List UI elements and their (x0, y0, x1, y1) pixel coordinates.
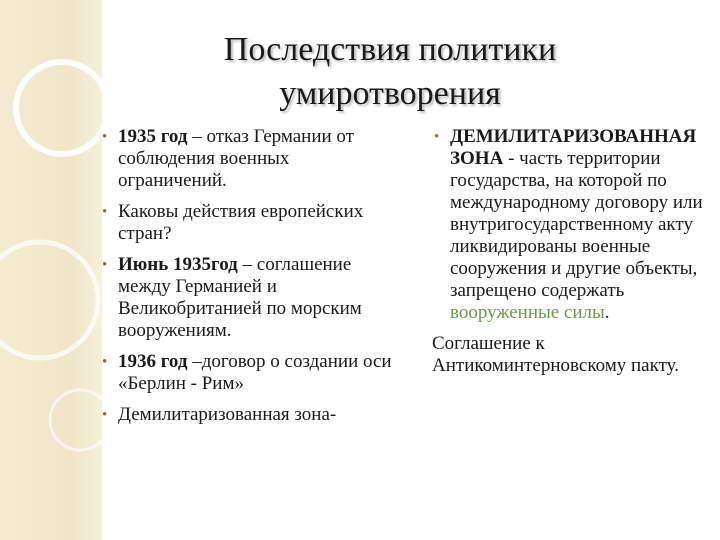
list-item (100, 404, 400, 426)
definition-item (432, 126, 712, 324)
title-line-1: Последствия политики (223, 31, 557, 68)
decorative-circles (0, 0, 102, 540)
list-item (100, 254, 400, 342)
list-item (100, 126, 400, 192)
list-item (100, 201, 400, 245)
highlighted-term: вооруженные силы (450, 302, 605, 323)
right-bullet-list (432, 126, 712, 324)
bullet-icon: • (102, 204, 108, 220)
definition-term: ДЕМИЛИТАРИЗОВАННАЯ ЗОНА (450, 126, 697, 169)
definition-end: . (604, 302, 610, 323)
item-text: –договор о создании оси «Берлин - Рим» (118, 351, 392, 394)
decorative-side-band (0, 0, 102, 540)
right-column (432, 126, 712, 377)
list-item (100, 351, 400, 395)
item-text: – соглашение между Германией и Великобританией по морским вооружениям. (118, 254, 362, 341)
left-bullet-list (100, 126, 400, 426)
item-text: Каковы действия европейских стран? (118, 201, 364, 244)
item-text: Демилитаризованная зона- (118, 404, 337, 425)
item-date: 1935 год (118, 126, 188, 147)
bullet-icon: • (102, 354, 108, 370)
bullet-icon: • (434, 129, 440, 145)
bullet-icon: • (102, 407, 108, 423)
bullet-icon: • (102, 129, 108, 145)
agreement-note: Соглашение к Антикоминтерновскому пакту. (432, 333, 679, 376)
bullet-icon: • (102, 257, 108, 273)
item-date: 1936 год (118, 351, 188, 372)
item-text: – отказ Германии от соблюдения военных ограничений. (118, 126, 354, 191)
left-column (100, 126, 400, 435)
item-date: Июнь 1935год (118, 254, 238, 275)
slide-title (140, 28, 640, 116)
title-line-2: умиротворения (279, 75, 501, 112)
definition-text: - часть территории государства, на которой по международному договору или внутригосударственному акту ликвидированы военные сооружения и другие объекты, запрещено содержать (450, 148, 703, 301)
